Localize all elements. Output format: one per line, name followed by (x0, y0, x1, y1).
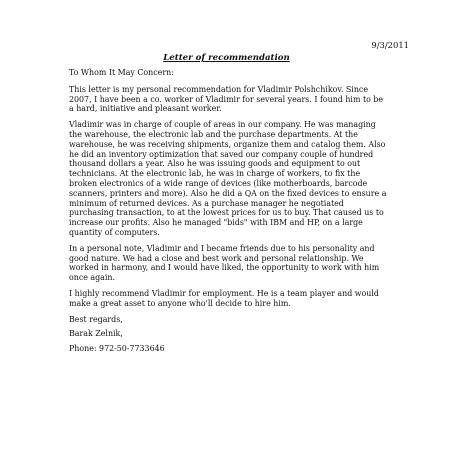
paragraph-line: I highly recommend Vladimir for employment. He is a team player and would (69, 288, 379, 298)
salutation: To Whom It May Concern: (69, 68, 174, 77)
paragraph-line: worked in harmony, and I would have liked, the opportunity to work with him (69, 263, 380, 273)
letter-title: Letter of recommendation (163, 53, 290, 63)
paragraph-line: warehouse, he was receiving shipments, organize them and catalog them. Also (69, 139, 386, 149)
paragraph-line: 2007, I have been a co. worker of Vladimir for several years. I found him to be (69, 94, 384, 104)
paragraph-line: minimum of returned devices. As a purchase manager he negotiated (69, 198, 344, 208)
paragraph-responsibilities (69, 120, 409, 238)
letter-date: 9/3/2011 (371, 40, 409, 50)
paragraph-line: the warehouse, the electronic lab and the purchase departments. At the (69, 129, 358, 139)
paragraph-line: increase our profits. Also he managed "bids" with IBM and HP, on a large (69, 218, 363, 228)
paragraph-line: once again. (69, 273, 116, 283)
phone-number: Phone: 972-50-7733646 (69, 344, 165, 354)
paragraph-line: quantity of computers. (69, 227, 160, 237)
paragraph-line: In a personal note, Vladimir and I became friends due to his personality and (69, 243, 375, 253)
paragraph-line: make a great asset to anyone who'll decide to hire him. (69, 298, 291, 308)
paragraph-recommendation (69, 289, 409, 309)
letter-body (69, 68, 409, 360)
paragraph-line: a hard, initiative and pleasant worker. (69, 104, 222, 114)
signature-name: Barak Zelnik, (69, 329, 123, 339)
paragraph-line: technicians. At the electronic lab, he was in charge of workers, to fix the (69, 169, 361, 179)
paragraph-line: Vladimir was in charge of couple of areas in our company. He was managing (69, 120, 376, 130)
paragraph-line: This letter is my personal recommendation for Vladimir Polshchikov. Since (69, 84, 368, 94)
paragraph-line: scanners, printers and more). Also he did a QA on the fixed devices to ensure a (69, 188, 387, 198)
paragraph-line: good nature. We had a close and best work and personal relationship. We (69, 253, 364, 263)
paragraph-line: broken electronics of a wide range of devices (like motherboards, barcode (69, 178, 368, 188)
paragraph-introduction (69, 85, 409, 114)
paragraph-line: thousand dollars a year. Also he was issuing goods and equipment to out (69, 159, 361, 169)
paragraph-personal-note (69, 244, 409, 283)
closing: Best regards, (69, 314, 123, 324)
paragraph-line: he did an inventory optimization that saved our company couple of hundred (69, 149, 374, 159)
paragraph-line: purchasing transaction, to at the lowest prices for us to buy. That caused us to (69, 208, 384, 218)
